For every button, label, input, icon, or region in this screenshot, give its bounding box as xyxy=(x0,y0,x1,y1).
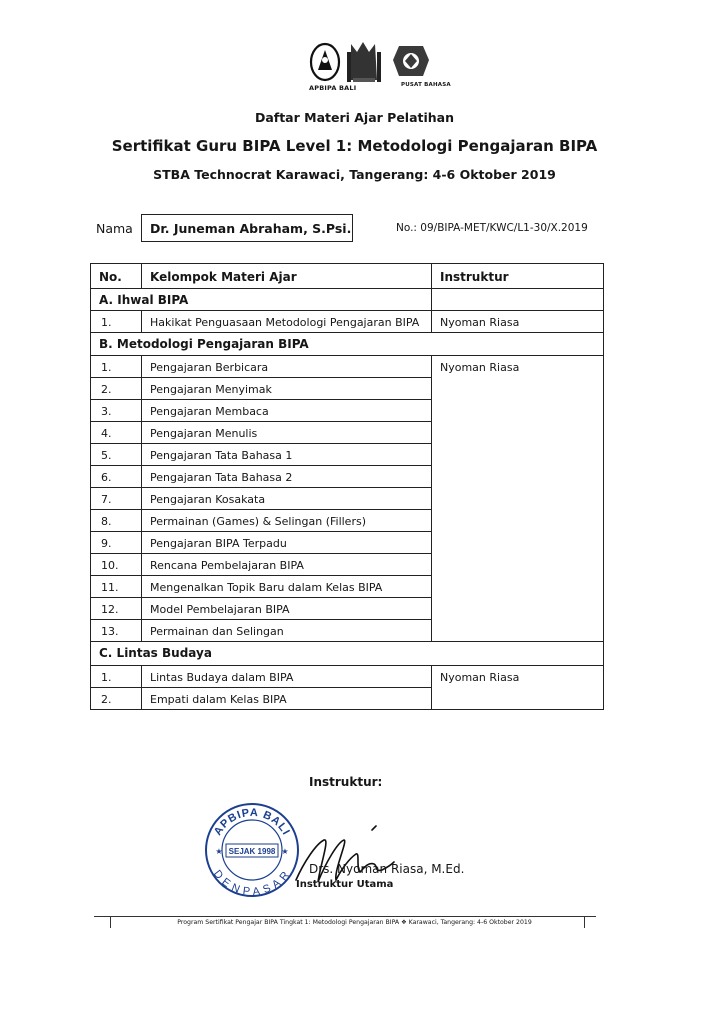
row-material: Pengajaran Tata Bahasa 1 xyxy=(141,443,432,466)
section-title: A. Ihwal BIPA xyxy=(90,288,432,311)
row-material: Hakikat Penguasaan Metodologi Pengajaran BIPA xyxy=(141,310,432,333)
footer-text: Program Sertifikat Pengajar BIPA Tingkat 1: Metodologi Pengajaran BIPA ❖ Karawaci, Tangerang: 4-6 Oktober 2019 xyxy=(177,919,532,926)
row-instructor: Nyoman Riasa xyxy=(431,310,604,333)
row-material: Pengajaran Berbicara xyxy=(141,355,432,378)
row-number: 6. xyxy=(90,465,142,488)
pusat-bahasa-logo-icon xyxy=(393,46,429,76)
section-c-instructor: Nyoman Riasa xyxy=(431,665,604,710)
star-icon: ★ xyxy=(215,847,223,856)
apbipa-logo-icon xyxy=(311,44,339,80)
row-number: 7. xyxy=(90,487,142,510)
document-heading: Daftar Materi Ajar Pelatihan xyxy=(254,110,455,125)
row-material: Lintas Budaya dalam BIPA xyxy=(141,665,432,688)
row-material: Pengajaran Membaca xyxy=(141,399,432,422)
document-title: Sertifikat Guru BIPA Level 1: Metodologi Pengajaran BIPA xyxy=(111,137,598,155)
row-number: 9. xyxy=(90,531,142,554)
signatory-name: Drs. Nyoman Riasa, M.Ed. xyxy=(309,862,465,876)
row-material: Permainan (Games) & Selingan (Fillers) xyxy=(141,509,432,532)
row-material: Pengajaran Menulis xyxy=(141,421,432,444)
document-number: No.: 09/BIPA-MET/KWC/L1-30/X.2019 xyxy=(396,222,588,234)
stamp-bottom-text: DENPASAR xyxy=(210,867,294,899)
row-material: Pengajaran Menyimak xyxy=(141,377,432,400)
document-subtitle: STBA Technocrat Karawaci, Tangerang: 4-6 Oktober 2019 xyxy=(153,167,556,182)
row-material: Permainan dan Selingan xyxy=(141,619,432,642)
row-number: 1. xyxy=(90,355,142,378)
row-material: Model Pembelajaran BIPA xyxy=(141,597,432,620)
section-title: C. Lintas Budaya xyxy=(90,641,604,666)
row-number: 1. xyxy=(90,310,142,333)
row-material: Mengenalkan Topik Baru dalam Kelas BIPA xyxy=(141,575,432,598)
row-number: 4. xyxy=(90,421,142,444)
row-number: 1. xyxy=(90,665,142,688)
row-number: 8. xyxy=(90,509,142,532)
section-b-instructor: Nyoman Riasa xyxy=(431,355,604,642)
svg-text:APBIPA BALI xyxy=(212,807,292,838)
logo-group xyxy=(305,40,451,96)
stamp-middle-text: SEJAK 1998 xyxy=(228,847,276,856)
signature-title: Instruktur: xyxy=(309,775,383,789)
table-header-material: Kelompok Materi Ajar xyxy=(141,263,432,289)
row-number: 10. xyxy=(90,553,142,576)
stamp-seal xyxy=(202,800,302,900)
row-material: Pengajaran BIPA Terpadu xyxy=(141,531,432,554)
name-value-box: Dr. Juneman Abraham, S.Psi. xyxy=(141,214,353,242)
pusat-bahasa-logo-caption: PUSAT BAHASA xyxy=(401,82,451,88)
footer-rule xyxy=(94,916,596,917)
row-material: Rencana Pembelajaran BIPA xyxy=(141,553,432,576)
stamp-top-text: APBIPA BALI xyxy=(211,806,293,838)
apbipa-logo-caption: APBIPA BALI xyxy=(309,84,357,92)
materials-table xyxy=(90,263,604,710)
row-number: 2. xyxy=(90,687,142,710)
table-header-instructor: Instruktur xyxy=(431,263,604,289)
row-number: 2. xyxy=(90,377,142,400)
row-material: Pengajaran Tata Bahasa 2 xyxy=(141,465,432,488)
section-title: B. Metodologi Pengajaran BIPA xyxy=(90,332,604,356)
star-icon: ★ xyxy=(281,847,289,856)
row-material: Pengajaran Kosakata xyxy=(141,487,432,510)
svg-text:DENPASAR xyxy=(211,868,293,898)
signatory-role: Instruktur Utama xyxy=(296,879,394,890)
row-number: 12. xyxy=(90,597,142,620)
name-label: Nama xyxy=(96,221,133,236)
row-number: 5. xyxy=(90,443,142,466)
row-number: 13. xyxy=(90,619,142,642)
temple-logo-icon xyxy=(347,42,381,82)
table-header-no: No. xyxy=(90,263,142,289)
row-number: 3. xyxy=(90,399,142,422)
row-number: 11. xyxy=(90,575,142,598)
row-material: Empati dalam Kelas BIPA xyxy=(141,687,432,710)
section-instructor-spacer xyxy=(431,288,604,311)
